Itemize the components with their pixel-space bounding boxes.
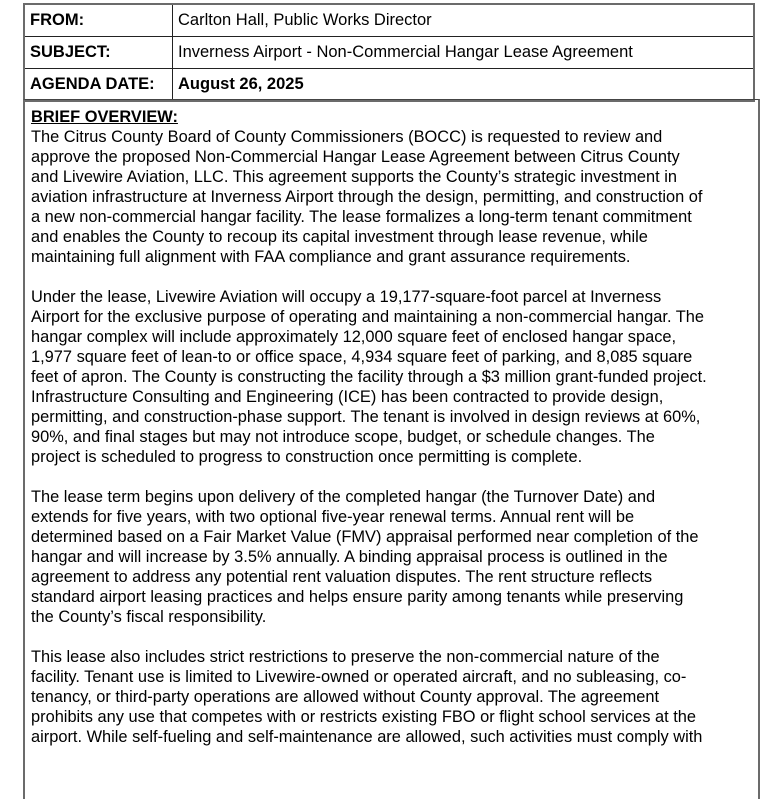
paragraph-line: Under the lease, Livewire Aviation will occupy a 19,177-square-foot parcel at Inverness bbox=[31, 288, 662, 306]
from-row bbox=[24, 4, 754, 37]
overview-paragraph bbox=[31, 127, 759, 267]
paragraph-line: a new non-commercial hangar facility. The lease formalizes a long-term tenant commitment bbox=[31, 208, 692, 226]
subject-row bbox=[24, 37, 754, 69]
paragraph-line: tenancy, or third-party operations are allowed without County approval. The agreement bbox=[31, 688, 660, 706]
paragraph-line: feet of apron. The County is constructing the facility through a $3 million grant-funded project. bbox=[31, 368, 707, 386]
paragraph-line: The lease term begins upon delivery of the completed hangar (the Turnover Date) and bbox=[31, 488, 656, 506]
overview-paragraph bbox=[31, 647, 759, 747]
subject-label: SUBJECT: bbox=[24, 37, 173, 69]
paragraph-line: and enables the County to recoup its capital investment through lease revenue, while bbox=[31, 228, 648, 246]
paragraph-line: Airport for the exclusive purpose of operating and maintaining a non-commercial hangar. The bbox=[31, 308, 705, 326]
memo-header-table bbox=[23, 3, 755, 102]
paragraph-line: facility. Tenant use is limited to Livewire-owned or operated aircraft, and no subleasing, co- bbox=[31, 668, 687, 686]
paragraph-line: project is scheduled to progress to construction once permitting is complete. bbox=[31, 448, 583, 466]
paragraph-line: permitting, and construction-phase support. The tenant is involved in design reviews at 60%, bbox=[31, 408, 701, 426]
paragraph-line: determined based on a Fair Market Value (FMV) appraisal performed near completion of the bbox=[31, 528, 699, 546]
agenda-date-label: AGENDA DATE: bbox=[24, 69, 173, 102]
agenda-date-value: August 26, 2025 bbox=[173, 69, 755, 102]
paragraph-line: and Livewire Aviation, LLC. This agreement supports the County’s strategic investment in bbox=[31, 168, 677, 186]
paragraph-line: Infrastructure Consulting and Engineering (ICE) has been contracted to provide design, bbox=[31, 388, 664, 406]
overview-paragraphs bbox=[31, 127, 758, 747]
paragraph-line: extends for five years, with two optional five-year renewal terms. Annual rent will be bbox=[31, 508, 635, 526]
from-value: Carlton Hall, Public Works Director bbox=[173, 4, 755, 37]
agenda-date-row bbox=[24, 69, 754, 102]
paragraph-line: The Citrus County Board of County Commissioners (BOCC) is requested to review and bbox=[31, 128, 663, 146]
paragraph-line: maintaining full alignment with FAA compliance and grant assurance requirements. bbox=[31, 248, 631, 266]
brief-overview-section bbox=[23, 99, 760, 799]
paragraph-line: This lease also includes strict restrictions to preserve the non-commercial nature of the bbox=[31, 648, 660, 666]
paragraph-line: aviation infrastructure at Inverness Airport through the design, permitting, and construction of bbox=[31, 188, 703, 206]
paragraph-line: approve the proposed Non-Commercial Hangar Lease Agreement between Citrus County bbox=[31, 148, 680, 166]
brief-overview-heading: BRIEF OVERVIEW: bbox=[31, 108, 178, 126]
subject-value: Inverness Airport - Non-Commercial Hangar Lease Agreement bbox=[173, 37, 755, 69]
paragraph-line: hangar complex will include approximately 12,000 square feet of enclosed hangar space, bbox=[31, 328, 677, 346]
paragraph-line: airport. While self-fueling and self-maintenance are allowed, such activities must comply with bbox=[31, 728, 703, 746]
from-label: FROM: bbox=[24, 4, 173, 37]
paragraph-line: prohibits any use that competes with or restricts existing FBO or flight school services at the bbox=[31, 708, 697, 726]
paragraph-line: standard airport leasing practices and helps ensure parity among tenants while preserving bbox=[31, 588, 684, 606]
paragraph-line: the County’s fiscal responsibility. bbox=[31, 608, 267, 626]
overview-paragraph bbox=[31, 487, 759, 627]
paragraph-line: hangar and will increase by 3.5% annually. A binding appraisal process is outlined in the bbox=[31, 548, 668, 566]
paragraph-line: agreement to address any potential rent valuation disputes. The rent structure reflects bbox=[31, 568, 653, 586]
paragraph-line: 90%, and final stages but may not introduce scope, budget, or schedule changes. The bbox=[31, 428, 655, 446]
overview-paragraph bbox=[31, 287, 759, 467]
paragraph-line: 1,977 square feet of lean-to or office space, 4,934 square feet of parking, and 8,085 square bbox=[31, 348, 693, 366]
